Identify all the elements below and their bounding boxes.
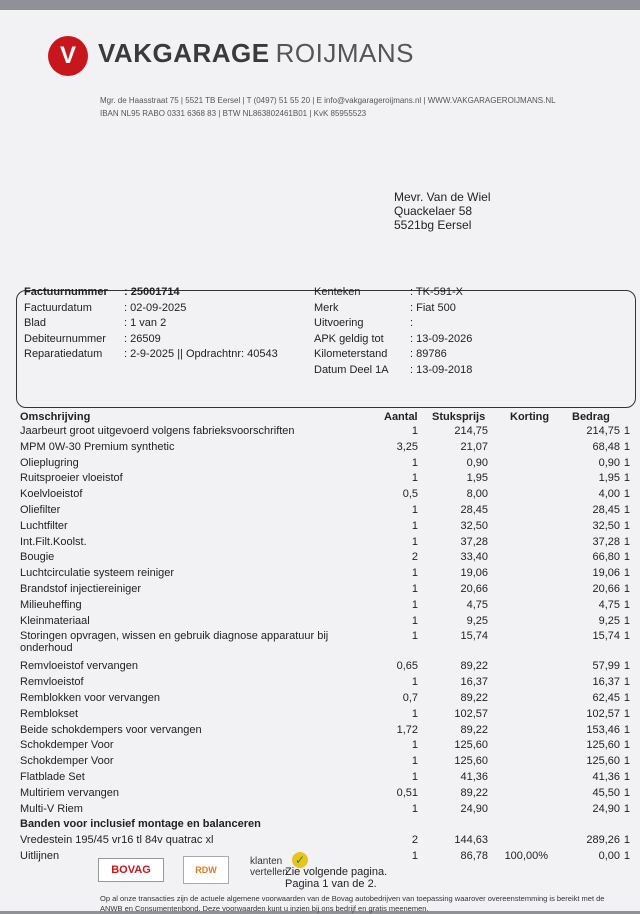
line-item-row <box>20 504 632 520</box>
rdw-badge: RDW <box>183 856 229 884</box>
item-vat-code: 1 <box>623 771 630 783</box>
line-item-row <box>20 615 632 631</box>
info-label: Factuurdatum <box>24 301 92 314</box>
item-unit-price: 20,66 <box>460 583 488 595</box>
item-amount: 28,45 <box>592 504 620 516</box>
brand-name <box>98 38 414 69</box>
info-value: : TK-591-X <box>410 286 463 298</box>
item-amount: 9,25 <box>598 614 620 627</box>
item-description: Multi-V Riem <box>20 802 83 815</box>
item-vat-code: 1 <box>623 723 630 736</box>
item-vat-code: 1 <box>623 567 630 580</box>
item-quantity: 1 <box>411 472 418 485</box>
item-unit-price: 86,78 <box>460 850 488 862</box>
item-vat-code: 1 <box>623 739 630 752</box>
item-description: Ruitsproeier vloeistof <box>20 472 123 485</box>
line-item-row <box>20 660 632 676</box>
item-description: Luchtcirculatie systeem reiniger <box>20 567 175 580</box>
item-description: Schokdemper Voor <box>20 739 114 752</box>
item-vat-code: 1 <box>623 440 630 453</box>
line-item-row <box>20 630 632 660</box>
info-label: Factuurnummer <box>24 286 108 298</box>
line-item-row <box>20 472 632 488</box>
item-vat-code: 1 <box>623 535 630 548</box>
section-row <box>20 818 632 834</box>
info-value: : 26509 <box>124 332 161 345</box>
item-vat-code: 1 <box>623 834 630 847</box>
item-quantity: 1 <box>411 755 418 768</box>
line-item-row <box>20 488 632 504</box>
item-amount: 4,75 <box>598 598 620 611</box>
item-description: Multiriem vervangen <box>20 786 120 799</box>
item-vat-code: 1 <box>623 692 630 704</box>
item-unit-price: 125,60 <box>454 739 488 752</box>
page-note <box>285 866 387 890</box>
checkmark-icon: ✓ <box>292 852 308 868</box>
info-label: Datum Deel 1A <box>314 363 389 376</box>
item-amount: 102,57 <box>586 707 620 720</box>
item-description: Remvloeistof <box>20 676 84 689</box>
item-vat-code: 1 <box>623 504 630 516</box>
item-quantity: 0,51 <box>396 786 418 799</box>
item-description: Bougie <box>20 551 55 564</box>
terms-footer: Op al onze transacties zijn de actuele algemene voorwaarden van de Bovag autobedrijven van toepassing waarover overeenstemming is bereikt met de ANWB en Consumentenbond. Deze voorwaarden kunt u inzien bij ons bedrijf en gratis meenemen. <box>100 894 605 913</box>
item-amount: 16,37 <box>592 676 620 689</box>
item-amount: 37,28 <box>592 535 620 548</box>
item-unit-price: 125,60 <box>454 755 488 768</box>
item-vat-code: 1 <box>623 519 630 532</box>
item-amount: 57,99 <box>592 660 620 673</box>
item-quantity: 1 <box>411 739 418 752</box>
item-unit-price: 28,45 <box>460 504 488 516</box>
brand-main: VAKGARAGE <box>98 38 270 68</box>
item-description: Flatblade Set <box>20 771 85 783</box>
info-label: Debiteurnummer <box>24 332 106 345</box>
item-unit-price: 41,36 <box>460 771 488 783</box>
item-amount: 289,26 <box>586 834 620 847</box>
item-amount: 24,90 <box>592 802 620 815</box>
item-description: Beide schokdempers voor vervangen <box>20 723 202 736</box>
recipient-street: Quackelaer 58 <box>394 204 473 218</box>
item-amount: 153,46 <box>586 723 620 736</box>
item-quantity: 1,72 <box>396 723 418 736</box>
item-quantity: 0,65 <box>396 660 418 673</box>
line-item-row <box>20 771 632 787</box>
item-vat-code: 1 <box>623 850 630 862</box>
item-description: Int.Filt.Koolst. <box>20 535 87 548</box>
item-unit-price: 89,22 <box>460 786 488 799</box>
item-amount: 32,50 <box>592 519 620 532</box>
page-note-count: Pagina 1 van de 2. <box>285 878 377 890</box>
info-value: : 89786 <box>410 348 447 360</box>
info-label: APK geldig tot <box>314 332 384 345</box>
item-vat-code: 1 <box>623 598 630 611</box>
item-unit-price: 89,22 <box>460 723 488 736</box>
item-description: Storingen opvragen, wissen en gebruik diagnose apparatuur bij onderhoud <box>20 630 329 655</box>
recipient-address <box>394 190 490 232</box>
info-value: : 13-09-2026 <box>410 332 473 345</box>
line-item-row <box>20 457 632 473</box>
item-description: Remblokken voor vervangen <box>20 692 161 704</box>
item-unit-price: 1,95 <box>466 472 488 485</box>
item-unit-price: 89,22 <box>460 692 488 704</box>
item-quantity: 1 <box>411 614 418 627</box>
item-vat-code: 1 <box>623 676 630 689</box>
info-value: : 13-09-2018 <box>410 363 473 376</box>
item-vat-code: 1 <box>623 551 630 564</box>
item-amount: 20,66 <box>592 583 620 595</box>
col-header-unit-price: Stuksprijs <box>432 411 486 423</box>
item-quantity: 1 <box>411 771 418 783</box>
item-quantity: 1 <box>411 535 418 548</box>
info-value: : Fiat 500 <box>410 301 456 314</box>
info-label: Kenteken <box>314 286 361 298</box>
item-description: Jaarbeurt groot uitgevoerd volgens fabrieksvoorschriften <box>20 425 295 437</box>
company-contact <box>100 94 556 120</box>
line-item-row <box>20 599 632 615</box>
line-item-row <box>20 536 632 552</box>
item-amount: 1,95 <box>598 472 620 485</box>
line-item-row <box>20 551 632 567</box>
item-quantity: 1 <box>411 425 418 437</box>
klanten-vertellen-badge: klanten vertellen <box>250 856 288 878</box>
item-quantity: 3,25 <box>396 440 418 453</box>
item-amount: 125,60 <box>586 739 620 752</box>
contact-line-2: IBAN NL95 RABO 0331 6368 83 | BTW NL863802461B01 | KvK 85955523 <box>100 109 367 118</box>
page-note-next: Zie volgende pagina. <box>285 866 388 878</box>
item-description: Remvloeistof vervangen <box>20 660 139 673</box>
col-header-amount: Bedrag <box>572 411 610 423</box>
item-description: Kleinmateriaal <box>20 614 90 627</box>
item-description: Brandstof injectiereiniger <box>20 583 142 595</box>
item-amount: 125,60 <box>586 755 620 768</box>
line-item-row <box>20 441 632 457</box>
recipient-city: 5521bg Eersel <box>394 218 472 232</box>
item-vat-code: 1 <box>623 707 630 720</box>
item-amount: 62,45 <box>592 692 620 704</box>
item-description: Vredestein 195/45 vr16 tl 84v quatrac xl <box>20 834 214 847</box>
item-vat-code: 1 <box>623 425 630 437</box>
item-amount: 19,06 <box>592 567 620 580</box>
item-discount: 100,00% <box>504 850 548 862</box>
item-quantity: 1 <box>411 567 418 580</box>
invoice-page <box>0 10 640 911</box>
info-label: Blad <box>24 317 47 329</box>
item-unit-price: 214,75 <box>454 425 488 437</box>
item-amount: 66,80 <box>592 551 620 564</box>
item-amount: 0,90 <box>598 456 620 469</box>
item-quantity: 2 <box>411 834 418 847</box>
item-quantity: 1 <box>411 519 418 532</box>
item-unit-price: 33,40 <box>460 551 488 564</box>
item-amount: 214,75 <box>586 425 620 437</box>
item-quantity: 1 <box>411 630 418 643</box>
info-label: Uitvoering <box>314 317 364 329</box>
line-item-row <box>20 708 632 724</box>
item-description: Milieuheffing <box>20 598 82 611</box>
item-amount: 4,00 <box>598 488 620 501</box>
line-item-row <box>20 520 632 536</box>
item-unit-price: 8,00 <box>466 488 488 501</box>
info-label: Reparatiedatum <box>24 348 103 360</box>
line-item-row <box>20 739 632 755</box>
item-description: Uitlijnen <box>20 850 60 862</box>
info-value: : 02-09-2025 <box>124 301 187 314</box>
item-quantity: 1 <box>411 676 418 689</box>
line-item-row <box>20 755 632 771</box>
item-description: Luchtfilter <box>20 519 68 532</box>
item-quantity: 1 <box>411 504 418 516</box>
item-description: Olieplugring <box>20 456 79 469</box>
item-unit-price: 4,75 <box>466 598 488 611</box>
item-vat-code: 1 <box>623 755 630 768</box>
item-quantity: 1 <box>411 456 418 469</box>
item-quantity: 1 <box>411 850 418 862</box>
item-amount: 68,48 <box>592 440 620 453</box>
item-quantity: 2 <box>411 551 418 564</box>
item-vat-code: 1 <box>623 630 630 643</box>
vakgarage-logo-icon: V <box>48 36 88 76</box>
item-amount: 15,74 <box>592 630 620 643</box>
contact-line-1: Mgr. de Haasstraat 75 | 5521 TB Eersel | T (0497) 51 55 20 | E info@vakgarageroijmans.nl | WWW.VAKGARAGEROIJMANS.NL <box>100 96 556 105</box>
line-item-row <box>20 676 632 692</box>
bovag-badge: BOVAG <box>98 858 164 882</box>
item-quantity: 0,7 <box>402 692 418 704</box>
item-quantity: 1 <box>411 802 418 815</box>
item-amount: 45,50 <box>592 786 620 799</box>
item-unit-price: 144,63 <box>454 834 488 847</box>
line-item-row <box>20 834 632 850</box>
item-description: Remblokset <box>20 707 79 720</box>
item-vat-code: 1 <box>623 472 630 485</box>
item-vat-code: 1 <box>623 786 630 799</box>
item-unit-price: 9,25 <box>466 614 488 627</box>
item-vat-code: 1 <box>623 614 630 627</box>
info-label: Merk <box>314 301 339 314</box>
info-value: : <box>410 317 414 329</box>
recipient-name: Mevr. Van de Wiel <box>394 190 491 204</box>
item-unit-price: 37,28 <box>460 535 488 548</box>
item-unit-price: 15,74 <box>460 630 488 643</box>
line-item-row <box>20 724 632 740</box>
item-quantity: 0,5 <box>402 488 418 501</box>
col-header-description: Omschrijving <box>20 411 91 423</box>
item-vat-code: 1 <box>623 488 630 501</box>
item-unit-price: 102,57 <box>454 707 488 720</box>
item-vat-code: 1 <box>623 802 630 815</box>
line-item-row <box>20 583 632 599</box>
item-unit-price: 19,06 <box>460 567 488 580</box>
item-description: MPM 0W-30 Premium synthetic <box>20 440 175 453</box>
line-item-row <box>20 692 632 708</box>
item-description: Oliefilter <box>20 504 61 516</box>
item-vat-code: 1 <box>623 456 630 469</box>
col-header-discount: Korting <box>510 411 550 423</box>
item-unit-price: 0,90 <box>466 456 488 469</box>
item-amount: 41,36 <box>592 771 620 783</box>
item-amount: 0,00 <box>598 850 620 862</box>
info-value: : 2-9-2025 || Opdrachtnr: 40543 <box>124 348 278 360</box>
info-label: Kilometerstand <box>314 348 388 360</box>
item-description: Schokdemper Voor <box>20 755 114 768</box>
item-vat-code: 1 <box>623 660 630 673</box>
line-item-row <box>20 787 632 803</box>
item-description: Koelvloeistof <box>20 488 83 501</box>
line-item-row <box>20 567 632 583</box>
brand-sub: ROIJMANS <box>275 38 414 68</box>
item-unit-price: 32,50 <box>460 519 488 532</box>
item-description: Banden voor inclusief montage en balanceren <box>20 818 261 831</box>
item-unit-price: 21,07 <box>460 440 488 453</box>
item-quantity: 1 <box>411 707 418 720</box>
item-vat-code: 1 <box>623 583 630 595</box>
item-unit-price: 24,90 <box>460 802 488 815</box>
line-item-row <box>20 803 632 819</box>
col-header-quantity: Aantal <box>384 411 418 423</box>
item-unit-price: 89,22 <box>460 660 488 673</box>
item-quantity: 1 <box>411 598 418 611</box>
line-item-row <box>20 425 632 441</box>
info-value: : 25001714 <box>124 286 180 298</box>
info-value: : 1 van 2 <box>124 317 167 329</box>
item-unit-price: 16,37 <box>460 676 488 689</box>
item-quantity: 1 <box>411 583 418 595</box>
